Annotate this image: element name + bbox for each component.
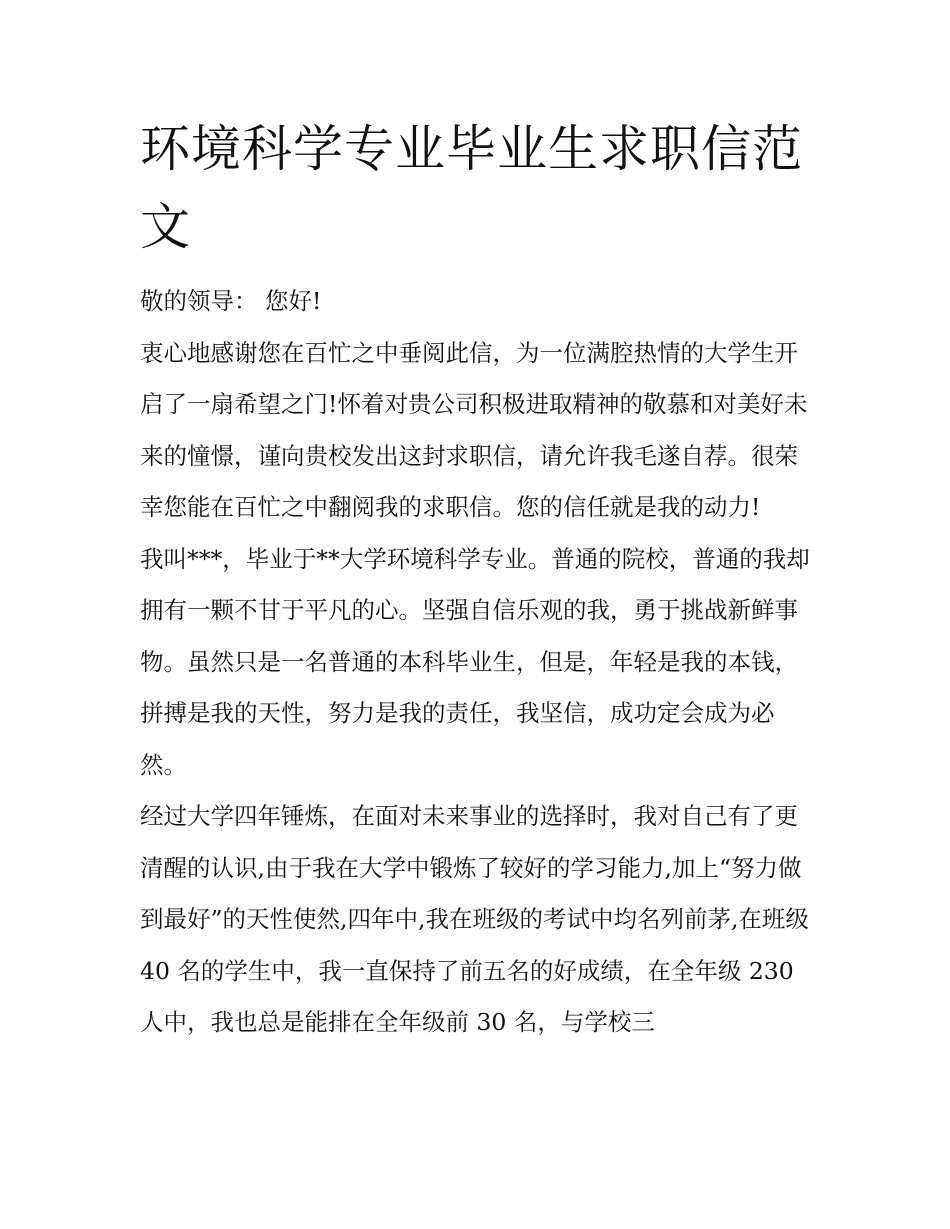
body-paragraph: 经过大学四年锤炼，在面对未来事业的选择时，我对自己有了更清醒的认识,由于我在大学中锻炼了较好的学习能力,加上“努力做到最好”的天性使然,四年中,我在班级的考试中均名列前茅,在班级 40 名的学生中，我一直保持了前五名的好成绩，在全年级 230 人中，我也总是能排在全年级前 30 名，与学校三 — [140, 802, 809, 1036]
document-title: 环境科学专业毕业生求职信范文 — [140, 120, 803, 256]
body-paragraph: 我叫***，毕业于**大学环境科学专业。普通的院校，普通的我却拥有一颗不甘于平凡的心。坚强自信乐观的我，勇于挑战新鲜事物。虽然只是一名普通的本科毕业生，但是，年轻是我的本钱，拼搏是我的天性，努力是我的责任，我坚信，成功定会成为必然。 — [140, 544, 810, 779]
greeting-paragraph: 敬的领导： 您好! — [140, 287, 322, 315]
body-paragraph: 衷心地感谢您在百忙之中垂阅此信，为一位满腔热情的大学生开启了一扇希望之门!怀着对贵公司积极进取精神的敬慕和对美好未来的憧憬，谨向贵校发出这封求职信，请允许我毛遂自荐。很荣幸您能在百忙之中翻阅我的求职信。您的信任就是我的动力! — [140, 338, 808, 521]
document-body — [140, 276, 820, 1049]
